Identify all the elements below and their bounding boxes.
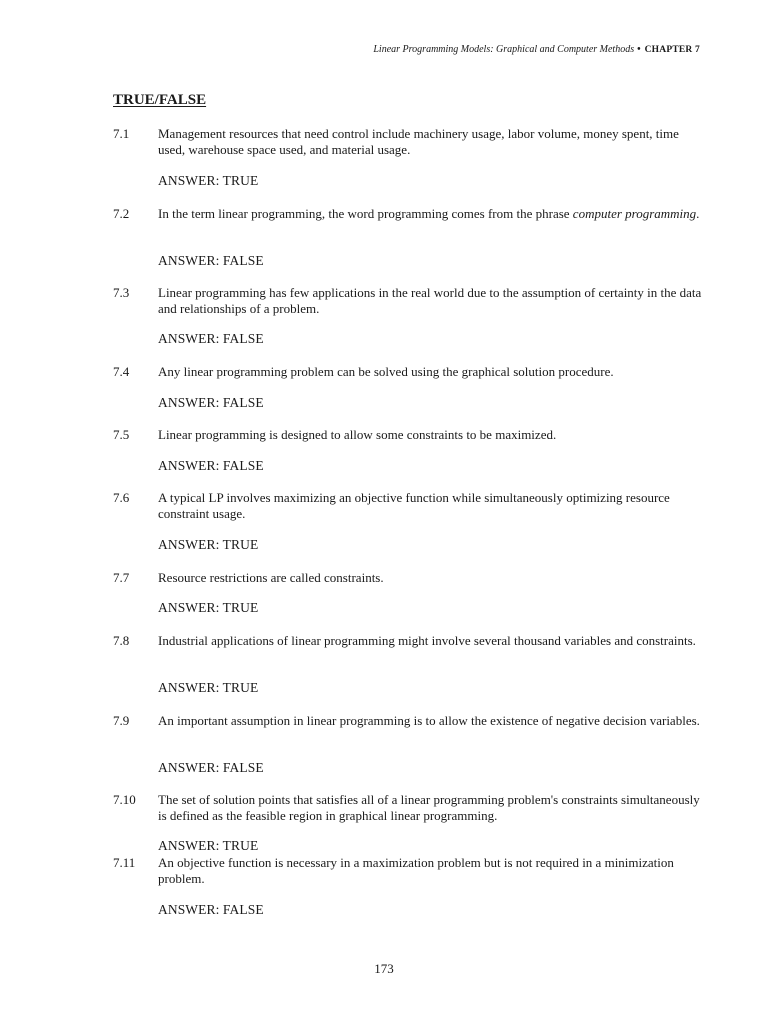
answer-7-10: ANSWER: TRUE — [158, 838, 259, 853]
question-number: 7.5 — [113, 427, 130, 442]
answer-7-7: ANSWER: TRUE — [158, 600, 259, 615]
answer-7-11: ANSWER: FALSE — [158, 902, 264, 917]
answer-7-8: ANSWER: TRUE — [158, 680, 259, 695]
question-text: Industrial applications of linear programming might involve several thousand variables and constraints. — [158, 633, 696, 648]
header-bullet: • — [637, 44, 641, 55]
question-text: Linear programming has few applications in the real world due to the assumption of certainty in the data and relationships of a problem. — [158, 285, 702, 316]
page-number: 173 — [374, 961, 394, 976]
question-text: Any linear programming problem can be solved using the graphical solution procedure. — [158, 364, 614, 379]
question-number: 7.8 — [113, 633, 130, 648]
running-header — [373, 44, 700, 55]
question-text: An important assumption in linear programming is to allow the existence of negative decision variables. — [158, 713, 700, 728]
question-number: 7.6 — [113, 490, 130, 505]
question-number: 7.3 — [113, 285, 130, 300]
answer-7-6: ANSWER: TRUE — [158, 537, 259, 552]
answer-7-1: ANSWER: TRUE — [158, 173, 259, 188]
question-number: 7.4 — [113, 364, 130, 379]
question-number: 7.7 — [113, 570, 130, 585]
question-text: Linear programming is designed to allow some constraints to be maximized. — [158, 427, 557, 442]
question-number: 7.11 — [113, 855, 136, 870]
question-text: Management resources that need control include machinery usage, labor volume, money spent, time used, warehouse space used, and material usage. — [158, 126, 679, 157]
question-text-end: . — [696, 206, 700, 221]
answer-7-9: ANSWER: FALSE — [158, 760, 264, 775]
answer-7-3: ANSWER: FALSE — [158, 331, 264, 346]
section-title: TRUE/FALSE — [113, 92, 207, 108]
answer-7-5: ANSWER: FALSE — [158, 458, 264, 473]
question-number: 7.1 — [113, 126, 130, 141]
question-number: 7.9 — [113, 713, 130, 728]
question-text-start: In the term linear programming, the word programming comes from the phrase — [158, 206, 573, 221]
question-number: 7.2 — [113, 206, 130, 221]
header-chapter: CHAPTER 7 — [644, 45, 700, 55]
header-title: Linear Programming Models: Graphical and Computer Methods — [373, 44, 635, 55]
question-number: 7.10 — [113, 792, 136, 807]
question-text — [158, 206, 708, 222]
question-text: An objective function is necessary in a maximization problem but is not required in a minimization problem. — [158, 855, 674, 886]
answer-7-4: ANSWER: FALSE — [158, 395, 264, 410]
question-text-italic: computer programming — [572, 206, 697, 221]
answer-7-2: ANSWER: FALSE — [158, 253, 264, 268]
question-text: Resource restrictions are called constraints. — [158, 570, 384, 585]
question-text: A typical LP involves maximizing an objective function while simultaneously optimizing resource constraint usage. — [158, 490, 670, 521]
question-text: The set of solution points that satisfies all of a linear programming problem's constraints simultaneously is defined as the feasible region in graphical linear programming. — [158, 792, 700, 823]
